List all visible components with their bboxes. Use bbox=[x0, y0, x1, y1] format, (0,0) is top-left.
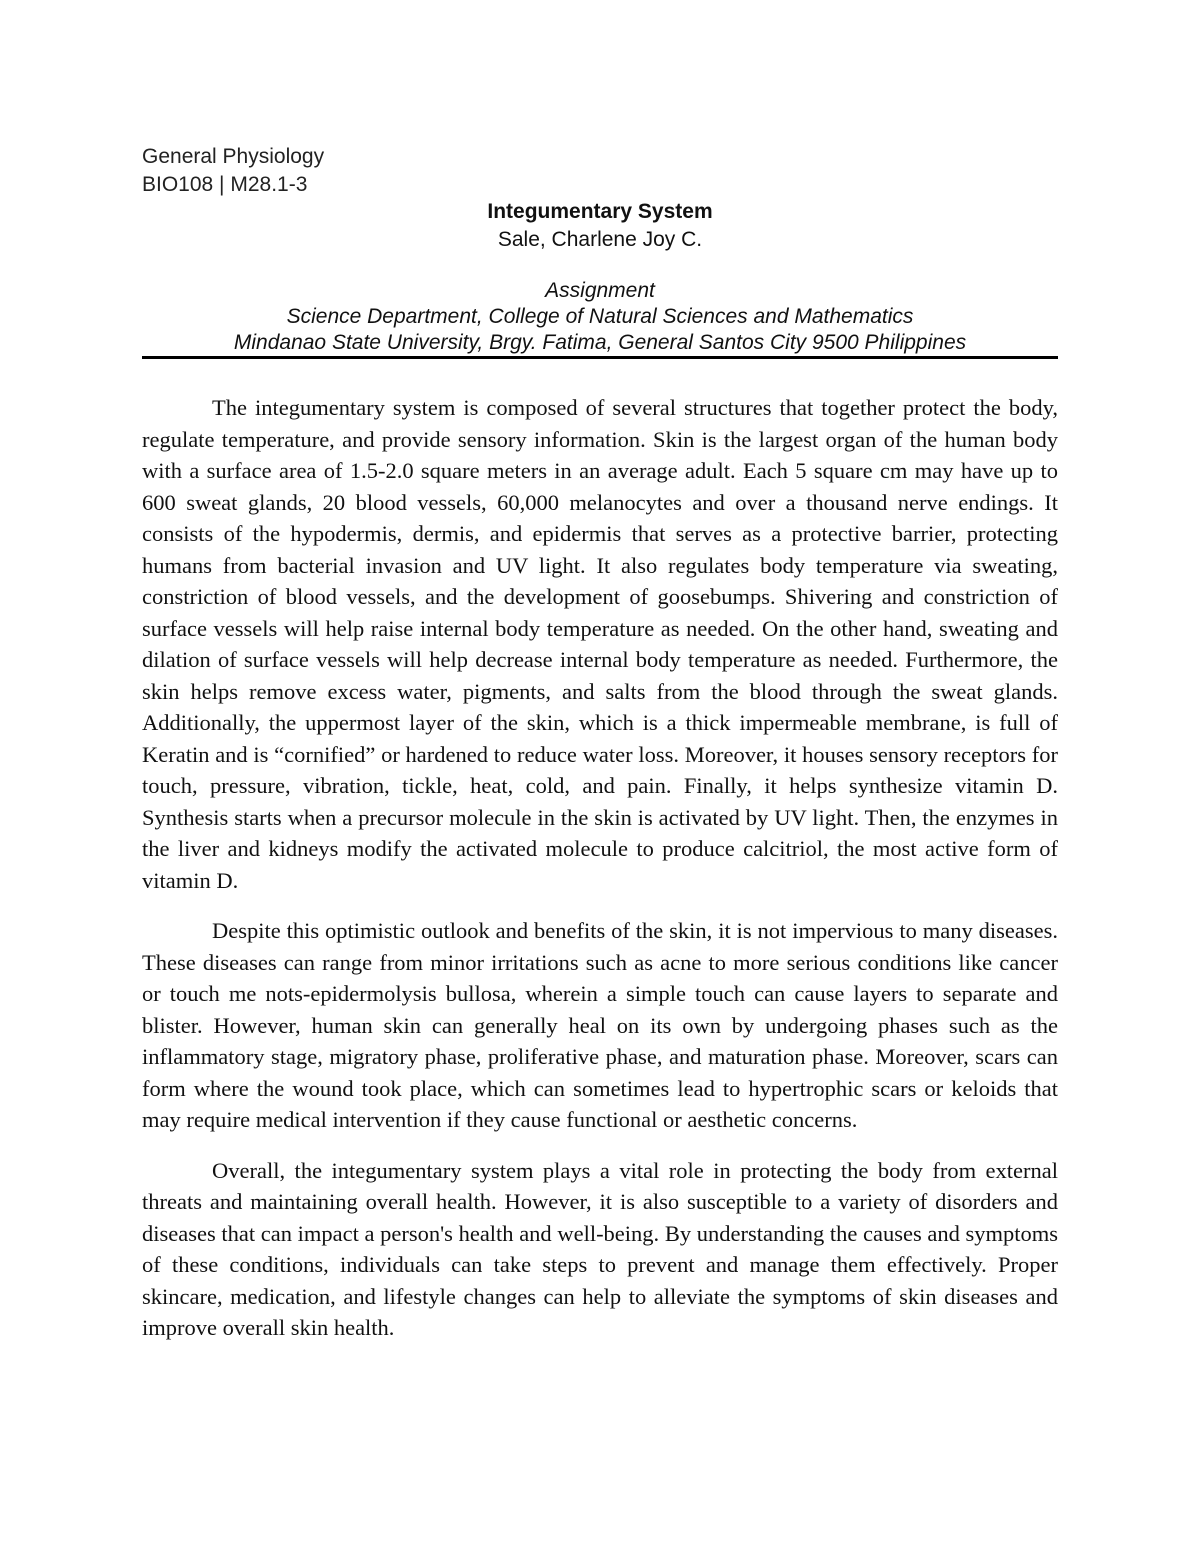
body-paragraph: Overall, the integumentary system plays a vital role in protecting the body from external threats and maintaining overall health. However, it is also susceptible to a variety of disorders and diseases that can impact a person's health and well-being. By understanding the causes and symptoms of these conditions, individuals can take steps to prevent and manage them effectively. Proper skincare, medication, and lifestyle changes can help to alleviate the symptoms of skin diseases and improve overall skin health. bbox=[142, 1157, 1058, 1340]
department-line: Science Department, College of Natural Sciences and Mathematics bbox=[286, 305, 914, 328]
body-paragraph: The integumentary system is composed of several structures that together protect the body, regulate temperature, and provide sensory information. Skin is the largest organ of the human body with a surface area of 1.5-2.0 square meters in an average adult. Each 5 square cm may have up to 600 sweat glands, 20 blood vessels, 60,000 melanocytes and over a thousand nerve endings. It consists of the hypodermis, dermis, and epidermis that serves as a protective barrier, protecting humans from bacterial invasion and UV light. It also regulates body temperature via sweating, constriction of blood vessels, and the development of goosebumps. Shivering and constriction of surface vessels will help raise internal body temperature as needed. On the other hand, sweating and dilation of surface vessels will help decrease internal body temperature as needed. Furthermore, the skin helps remove excess water, pigments, and salts from the blood through the sweat glands. Additionally, the uppermost layer of the skin, which is a thick impermeable membrane, is full of Keratin and is “cornified” or hardened to reduce water loss. Moreover, it houses sensory receptors for touch, pressure, vibration, tickle, heat, cold, and pain. Finally, it helps synthesize vitamin D. Synthesis starts when a precursor molecule in the skin is activated by UV light. Then, the enzymes in the liver and kidneys modify the activated molecule to produce calcitriol, the most active form of vitamin D. bbox=[142, 395, 1058, 893]
course-name: General Physiology bbox=[142, 145, 325, 168]
title-block bbox=[142, 198, 1058, 254]
assignment-block bbox=[142, 278, 1058, 356]
course-header bbox=[142, 143, 324, 199]
course-code: BIO108 | M28.1-3 bbox=[142, 173, 308, 196]
document-title: Integumentary System bbox=[487, 200, 713, 223]
assignment-type: Assignment bbox=[545, 279, 655, 302]
header-divider bbox=[142, 356, 1058, 359]
body-paragraph: Despite this optimistic outlook and benefits of the skin, it is not impervious to many diseases. These diseases can range from minor irritations such as acne to more serious conditions like cancer or touch me nots-epidermolysis bullosa, wherein a simple touch can cause layers to separate and blister. However, human skin can generally heal on its own by undergoing phases such as the inflammatory stage, migratory phase, proliferative phase, and maturation phase. Moreover, scars can form where the wound took place, which can sometimes lead to hypertrophic scars or keloids that may require medical intervention if they cause functional or aesthetic concerns. bbox=[142, 918, 1058, 1132]
document-body bbox=[142, 392, 1058, 1363]
address-line: Mindanao State University, Brgy. Fatima, General Santos City 9500 Philippines bbox=[233, 331, 967, 354]
author-name: Sale, Charlene Joy C. bbox=[497, 228, 703, 251]
